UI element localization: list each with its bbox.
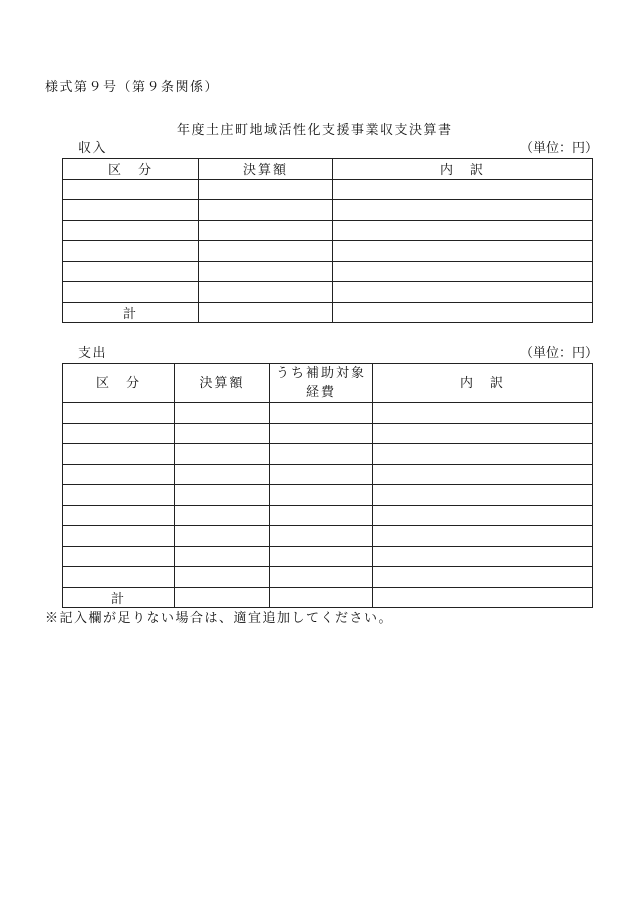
expense-row <box>63 567 593 588</box>
expense-breakdown-cell[interactable] <box>373 526 593 547</box>
expense-category-cell[interactable] <box>63 444 175 465</box>
expense-amount-cell[interactable] <box>175 567 270 588</box>
expense-amount-cell[interactable] <box>175 464 270 485</box>
expense-total-subsidy-cell[interactable] <box>270 587 373 608</box>
expense-breakdown-cell[interactable] <box>373 485 593 506</box>
expense-row <box>63 485 593 506</box>
expense-row <box>63 423 593 444</box>
expense-row <box>63 464 593 485</box>
expense-breakdown-cell[interactable] <box>373 546 593 567</box>
expense-total-label: 計 <box>63 587 175 608</box>
income-category-cell[interactable] <box>63 282 199 303</box>
expense-header-breakdown: 内 訳 <box>373 364 593 403</box>
expense-category-cell[interactable] <box>63 403 175 424</box>
expense-breakdown-cell[interactable] <box>373 423 593 444</box>
expense-breakdown-cell[interactable] <box>373 567 593 588</box>
expense-subsidy-cell[interactable] <box>270 505 373 526</box>
income-row <box>63 220 593 241</box>
expense-amount-cell[interactable] <box>175 485 270 506</box>
income-category-cell[interactable] <box>63 179 199 200</box>
expense-subsidy-cell[interactable] <box>270 444 373 465</box>
expense-header-subsidy-line1: うち補助対象 <box>275 366 366 381</box>
income-unit-label: （単位：円） <box>520 141 599 156</box>
income-breakdown-cell[interactable] <box>333 241 593 262</box>
expense-subsidy-cell[interactable] <box>270 526 373 547</box>
expense-subsidy-cell[interactable] <box>270 423 373 444</box>
expense-category-cell[interactable] <box>63 423 175 444</box>
income-amount-cell[interactable] <box>199 241 333 262</box>
expense-amount-cell[interactable] <box>175 546 270 567</box>
income-amount-cell[interactable] <box>199 261 333 282</box>
expense-row <box>63 403 593 424</box>
income-header-amount: 決算額 <box>199 159 333 180</box>
form-label: 様式第９号（第９条関係） <box>45 80 220 95</box>
income-category-cell[interactable] <box>63 200 199 221</box>
income-row <box>63 261 593 282</box>
income-header-row <box>63 159 593 180</box>
expense-total-row <box>63 587 593 608</box>
expense-unit-label: （単位：円） <box>520 346 599 361</box>
expense-category-cell[interactable] <box>63 567 175 588</box>
income-table <box>62 158 593 323</box>
expense-subsidy-cell[interactable] <box>270 546 373 567</box>
expense-breakdown-cell[interactable] <box>373 403 593 424</box>
income-category-cell[interactable] <box>63 241 199 262</box>
expense-amount-cell[interactable] <box>175 423 270 444</box>
expense-category-cell[interactable] <box>63 485 175 506</box>
income-category-cell[interactable] <box>63 261 199 282</box>
expense-section-label: 支出 <box>78 346 108 361</box>
income-row <box>63 241 593 262</box>
expense-row <box>63 505 593 526</box>
expense-header-amount: 決算額 <box>175 364 270 403</box>
income-category-cell[interactable] <box>63 220 199 241</box>
expense-table <box>62 363 593 608</box>
expense-category-cell[interactable] <box>63 505 175 526</box>
expense-amount-cell[interactable] <box>175 444 270 465</box>
expense-category-cell[interactable] <box>63 546 175 567</box>
income-breakdown-cell[interactable] <box>333 200 593 221</box>
income-total-label: 計 <box>63 302 199 323</box>
income-row <box>63 200 593 221</box>
expense-row <box>63 444 593 465</box>
expense-breakdown-cell[interactable] <box>373 444 593 465</box>
expense-amount-cell[interactable] <box>175 526 270 547</box>
income-header-breakdown: 内 訳 <box>333 159 593 180</box>
income-row <box>63 179 593 200</box>
income-breakdown-cell[interactable] <box>333 282 593 303</box>
expense-row <box>63 526 593 547</box>
expense-subsidy-cell[interactable] <box>270 567 373 588</box>
note-text: ※記入欄が足りない場合は、適宜追加してください。 <box>45 611 394 626</box>
expense-header-subsidy-line2: 経費 <box>305 385 336 400</box>
income-header-category: 区 分 <box>63 159 199 180</box>
expense-subsidy-cell[interactable] <box>270 485 373 506</box>
expense-row <box>63 546 593 567</box>
income-total-breakdown-cell[interactable] <box>333 302 593 323</box>
income-total-amount-cell[interactable] <box>199 302 333 323</box>
expense-total-breakdown-cell[interactable] <box>373 587 593 608</box>
document-title: 年度土庄町地域活性化支援事業収支決算書 <box>177 123 453 138</box>
income-total-row <box>63 302 593 323</box>
expense-amount-cell[interactable] <box>175 403 270 424</box>
expense-subsidy-cell[interactable] <box>270 464 373 485</box>
income-breakdown-cell[interactable] <box>333 220 593 241</box>
expense-total-amount-cell[interactable] <box>175 587 270 608</box>
income-section-label: 収入 <box>78 141 108 156</box>
expense-category-cell[interactable] <box>63 464 175 485</box>
income-amount-cell[interactable] <box>199 220 333 241</box>
expense-breakdown-cell[interactable] <box>373 505 593 526</box>
expense-subsidy-cell[interactable] <box>270 403 373 424</box>
income-breakdown-cell[interactable] <box>333 179 593 200</box>
expense-category-cell[interactable] <box>63 526 175 547</box>
income-row <box>63 282 593 303</box>
expense-breakdown-cell[interactable] <box>373 464 593 485</box>
expense-header-row <box>63 364 593 403</box>
expense-amount-cell[interactable] <box>175 505 270 526</box>
income-breakdown-cell[interactable] <box>333 261 593 282</box>
income-amount-cell[interactable] <box>199 282 333 303</box>
expense-header-subsidy <box>270 364 373 403</box>
expense-header-category: 区 分 <box>63 364 175 403</box>
income-amount-cell[interactable] <box>199 179 333 200</box>
income-amount-cell[interactable] <box>199 200 333 221</box>
